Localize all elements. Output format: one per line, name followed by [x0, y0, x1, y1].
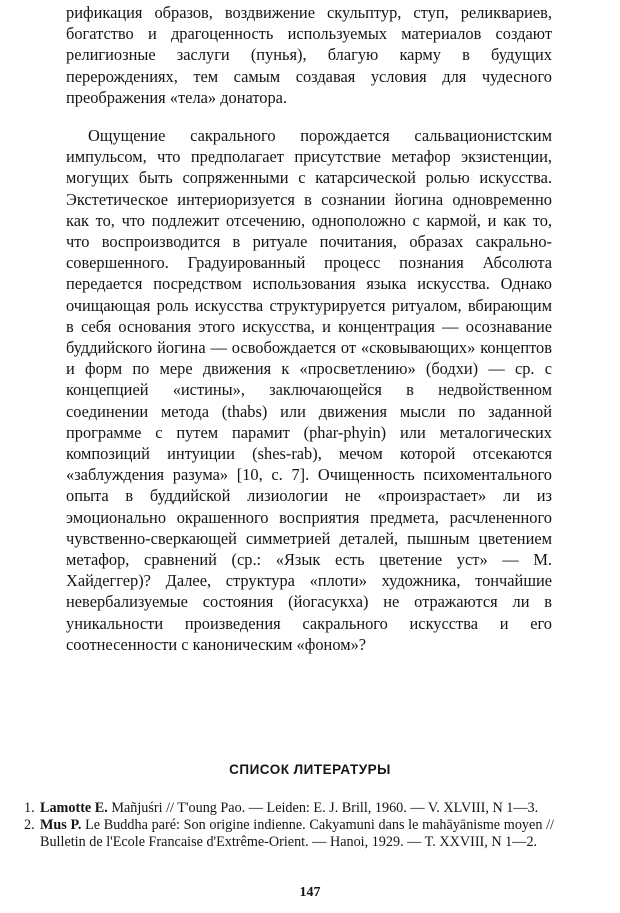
reference-item-2 [24, 817, 554, 851]
reference-text: Le Buddha paré: Son origine indienne. Cakyamuni dans le mahāyānisme moyen // Bulletin de l'Ecole Francaise d'Extrême-Orient. — Hanoi, 1929. — T. XXVIII, N 1—2. [40, 816, 554, 850]
reference-text: Mañjuśri // T'oung Pao. — Leiden: E. J. Brill, 1960. — V. XLVIII, N 1—3. [107, 800, 539, 816]
reference-author: Lamotte E. [40, 800, 108, 816]
references-heading: СПИСОК ЛИТЕРАТУРЫ [229, 762, 391, 777]
reference-number: 1. [24, 800, 35, 816]
reference-number: 2. [24, 816, 35, 833]
page-number: 147 [299, 885, 321, 900]
body-paragraph-1: рификация образов, воздвижение скульптур, ступ, реликвариев, богатство и драгоценность используемых материалов создают религиозные заслуги (пунья), благую карму в будущих перерождениях, тем самым создавая условия для чудесного преображения «тела» донатора. [66, 3, 552, 107]
body-paragraph-2: Ощущение сакрального порождается сальвационистским импульсом, что предполагает присутствие метафор экзистенции, могущих быть сопряженными с катарсической ролью искусства. Экстетическое интериоризуется в сознании йогина одновременно как то, что подлежит отсечению, одноположно с кармой, и как то, что воспроизводится в ритуале почитания, образах сакрально-совершенного. Градуированный процесс познания Абсолюта передается посредством использования языка искусства. Однако очищающая роль искусства структурируется ритуалом, вбирающим в себя основания этого искусства, и концентрация — осознавание буддийского йогина — освобождается от «сковывающих» концептов и форм по мере движения к «просветлению» (бодхи) — ср. с концепцией «истины», заключающейся в недвойственном соединении метода (thabs) или движения мысли по заданной программе с путем парамит (phar-phyin) или металогических композиций интуиции (shes-rab), мечом которой отсекаются «заблуждения разума» [10, с. 7]. Очищенность психоментального опыта в буддийской лизиологии не «произрастает» ли из эмоционально окрашенного восприятия предмета, расчлененного чувственно-сверкающей симметрией деталей, пышным цветением метафор, сравнений (ср.: «Язык есть цветение уст» — М. Хайдеггер)? Далее, структура «плоти» художника, тончайшие невербализуемые состояния (йогасукха) не отражаются ли в уникальности произведения сакрального искусства и его соотнесенности с каноническим «фоном»? [66, 126, 552, 654]
reference-item-1 [24, 800, 554, 817]
references-list [24, 800, 554, 850]
reference-author: Mus P. [40, 816, 82, 833]
